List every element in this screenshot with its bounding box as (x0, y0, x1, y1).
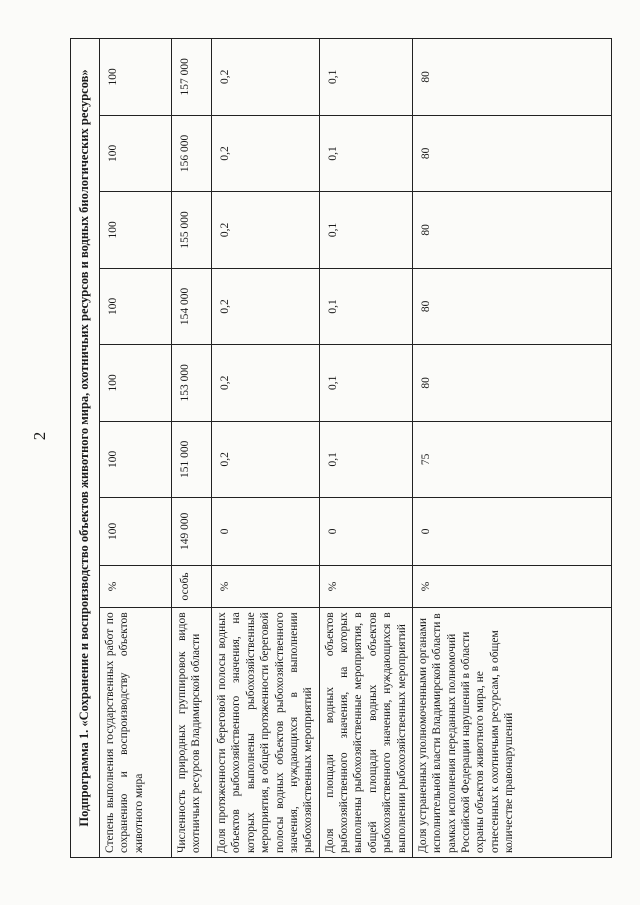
table-row (212, 39, 320, 858)
value-cell: 80 (412, 345, 611, 421)
value-cell: 151 000 (172, 421, 212, 497)
value-cell: 156 000 (172, 115, 212, 191)
indicator-unit: % (212, 565, 320, 608)
value-cell: 0,1 (319, 39, 412, 116)
value-cell: 80 (412, 39, 611, 116)
value-cell: 80 (412, 192, 611, 268)
value-cell: 100 (100, 115, 172, 191)
value-cell: 157 000 (172, 39, 212, 116)
indicator-unit: % (412, 565, 611, 608)
value-cell: 80 (412, 268, 611, 344)
value-cell: 155 000 (172, 192, 212, 268)
value-cell: 0,2 (212, 192, 320, 268)
indicator-unit: % (100, 565, 172, 608)
indicator-name: Доля площади водных объектов рыбохозяйственного значения, на которых выполнены рыбохозяйственные мероприятия, в общей площади водных объектов рыбохозяйственного значения, нуждающихся в выполнении рыбохозяйственных мероприятий (319, 608, 412, 858)
indicator-name: Доля протяженности береговой полосы водных объектов рыбохозяйственного значения, на которых выполнены рыбохозяйственные мероприятия, в общей протяженности береговой полосы водных объектов рыбохозяйственного значения, нуждающихся в выполнении рыбохозяйственных мероприятий (212, 608, 320, 858)
value-cell: 0,1 (319, 192, 412, 268)
table-row (172, 39, 212, 858)
page-number: 2 (30, 431, 49, 441)
indicator-name: Степень выполнения государственных работ по сохранению и воспроизводству объектов животного мира (100, 608, 172, 858)
value-cell: 0,2 (212, 39, 320, 116)
subprogram-header-row (71, 39, 100, 858)
value-cell: 153 000 (172, 345, 212, 421)
indicators-table (70, 38, 612, 858)
value-cell: 0,1 (319, 268, 412, 344)
value-cell: 100 (100, 268, 172, 344)
value-cell: 80 (412, 115, 611, 191)
value-cell: 0 (319, 498, 412, 565)
table-row (100, 39, 172, 858)
value-cell: 0,2 (212, 345, 320, 421)
value-cell: 0,2 (212, 421, 320, 497)
indicator-unit: особь (172, 565, 212, 608)
value-cell: 100 (100, 192, 172, 268)
value-cell: 0,1 (319, 345, 412, 421)
value-cell: 100 (100, 498, 172, 565)
value-cell: 0,1 (319, 115, 412, 191)
value-cell: 75 (412, 421, 611, 497)
value-cell: 100 (100, 345, 172, 421)
value-cell: 100 (100, 421, 172, 497)
subprogram-title: Подпрограмма 1. «Сохранение и воспроизводство объектов животного мира, охотничьих ресурсов и водных биологических ресурсов» (71, 39, 100, 858)
value-cell: 149 000 (172, 498, 212, 565)
value-cell: 100 (100, 39, 172, 116)
indicator-unit: % (319, 565, 412, 608)
indicator-name: Численность природных группировок видов охотничьих ресурсов Владимирской области (172, 608, 212, 858)
value-cell: 0 (412, 498, 611, 565)
value-cell: 0,1 (319, 421, 412, 497)
value-cell: 0,2 (212, 115, 320, 191)
table-row (319, 39, 412, 858)
indicator-name: Доля устраненных уполномоченными органами исполнительной власти Владимирской области в рамках исполнения переданных полномочий Российской Федерации нарушений в области охраны объектов животного мира, не отнесенных к охотничьим ресурсам, в общем количестве правонарушений (412, 608, 611, 858)
value-cell: 0 (212, 498, 320, 565)
table-row (412, 39, 611, 858)
rotated-table-container (70, 38, 612, 858)
value-cell: 0,2 (212, 268, 320, 344)
value-cell: 154 000 (172, 268, 212, 344)
